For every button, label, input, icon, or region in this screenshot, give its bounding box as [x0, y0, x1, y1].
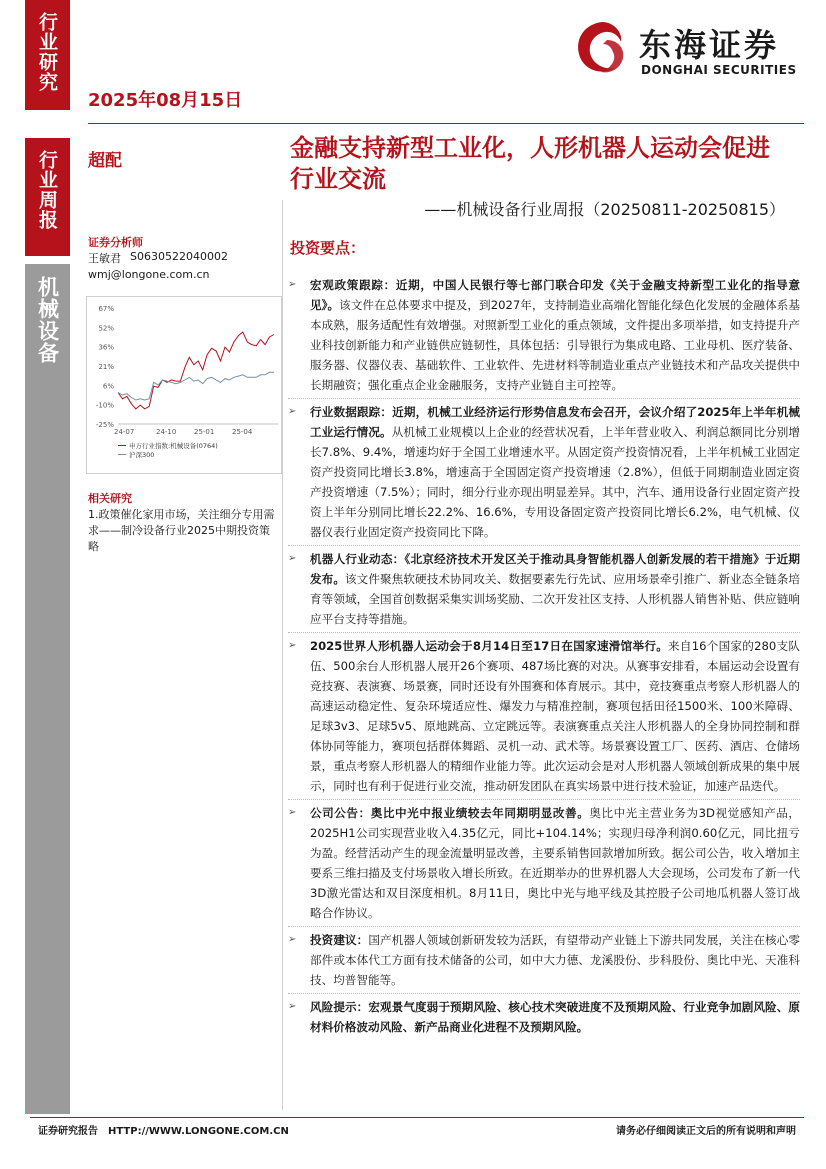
- header-divider: [88, 123, 804, 124]
- bullet-lead: 公司公告：奥比中光中报业绩较去年同期明显改善。: [310, 806, 590, 820]
- series-line-1: [118, 372, 274, 400]
- report-title: 金融支持新型工业化，人形机器人运动会促进行业交流: [290, 134, 770, 193]
- bullet-investment-advice: [288, 930, 800, 990]
- column-divider: [282, 200, 283, 1110]
- arrow-bullet-icon: ➢: [288, 279, 297, 290]
- y-tick-label: 52%: [98, 324, 114, 333]
- industry-tab: [25, 264, 70, 1114]
- bullet-lead: 宏观政策跟踪：近期，中国人民银行等七部门联合印发《关于金融支持新型工业化的指导意见》。: [310, 278, 800, 312]
- analyst-name: 王敏君: [88, 252, 121, 265]
- arrow-bullet-icon: ➢: [288, 934, 297, 945]
- report-type-tab-label: 行业周报: [36, 150, 58, 230]
- y-tick-label: 21%: [98, 363, 114, 371]
- x-tick-label: 25-04: [232, 428, 253, 436]
- y-tick-label: 67%: [98, 305, 114, 313]
- bullet-robot-news: [288, 549, 800, 629]
- footer-divider: [30, 1117, 804, 1118]
- legend-label-0: 申万行业指数:机械设备(0764): [129, 442, 218, 450]
- series-line-0: [118, 332, 274, 409]
- key-points-heading: 投资要点：: [290, 239, 366, 257]
- arrow-bullet-icon: ➢: [288, 406, 297, 417]
- performance-chart: [86, 300, 282, 472]
- company-logo: [567, 14, 807, 84]
- bullet-lead: 投资建议：: [310, 933, 369, 947]
- x-tick-label: 24-10: [156, 428, 177, 436]
- bullet-lead: 2025世界人形机器人运动会于8月14日至17日在国家速滑馆举行。: [310, 639, 669, 653]
- category-tab-label: 行业研究: [36, 12, 58, 92]
- bullet-body: 从机械工业规模以上企业的经营状况看，上半年营业收入、利润总额同比分别增长7.8%、9.4%，增速均好于全国工业增速水平。从固定资产投资情况看，上半年机械工业固定资产投资同比增长3.8%，增速高于全国固定资产投资增速（2.8%），但低于同期制造业固定资产投资增速（7.5%）；同时，细分行业亦现出明显差异。其中，汽车、通用设备行业固定资产投资上半年分别同比增长22.2%、16.6%，专用设备固定资产投资同比增长6.2%，电气机械、仪器仪表行业固定资产投资同比下降。: [310, 425, 800, 539]
- industry-rating: 超配: [88, 151, 122, 171]
- arrow-bullet-icon: ➢: [288, 640, 297, 651]
- bullet-lead: 行业数据跟踪：近期，机械工业经济运行形势信息发布会召开，会议介绍了2025年上半年机械工业运行情况。: [310, 405, 800, 439]
- footer-disclaimer: 请务必仔细阅读正文后的所有说明和声明: [616, 1126, 796, 1137]
- bullet-lead: 机器人行业动态：《北京经济技术开发区关于推动具身智能机器人创新发展的若干措施》于近期发布。: [310, 552, 800, 586]
- analyst-heading: 证券分析师: [88, 236, 143, 249]
- analyst-certificate: S0630522040002: [130, 250, 228, 263]
- bullet-body: 该文件在总体要求中提及，到2027年，支持制造业高端化智能化绿色化发展的金融体系基本成熟，服务适配性有效增强。对照新型工业化的重点领域，文件提出多项举措，如支持提升产业科技创新能力和产业链供应链韧性，具体包括：引导银行为集成电路、工业母机、医疗装备、服务器、仪器仪表、基础软件、工业软件、先进材料等制造业重点产业链技术和产品攻关提供中长期融资；强化重点企业金融服务，支持产业链自主可控等。: [310, 298, 800, 392]
- x-tick-label: 24-07: [114, 428, 135, 436]
- bullet-risk-warning: [288, 997, 800, 1037]
- y-tick-label: -25%: [95, 421, 114, 429]
- bullet-body: 来自16个国家的280支队伍、500余台人形机器人展开26个赛项、487场比赛的对决。从赛事安排看，本届运动会设置有竞技赛、表演赛、场景赛，同时还设有外围赛和体育展示。其中，竞技赛重点考察人形机器人的高速运动稳定性、复杂环境适应性、爆发力与精准控制，赛项包括田径1500米、100米障碍、足球3v3、足球5v5、原地跳高、立定跳远等。表演赛重点关注人形机器人的全身协同控制和群体协同等能力，赛项包括群体舞蹈、灵机一动、武术等。场景赛设置工厂、医药、酒店、仓储场景，重点考察人形机器人的精细作业能力等。此次运动会是对人形机器人领域创新成果的集中展示，同时也有利于促进行业交流，推动研发团队在真实场景中进行技术验证，加速产品迭代。: [310, 639, 800, 793]
- logo-english-name: DONGHAI SECURITIES: [641, 63, 797, 77]
- bullet-robot-games: [288, 636, 800, 796]
- arrow-bullet-icon: ➢: [288, 1001, 297, 1012]
- dragon-logo-icon: [567, 14, 637, 84]
- industry-tab-label: 机械设备: [35, 276, 60, 364]
- related-research-item: 1.政策催化家用市场，关注细分专用需求——制冷设备行业2025中期投资策略: [88, 508, 275, 553]
- bullet-body: 国产机器人领域创新研发较为活跃，有望带动产业链上下游共同发展，关注在核心零部件或本体代工方面有技术储备的公司，如中大力德、龙溪股份、步科股份、奥比中光、天准科技、均普智能等。: [310, 933, 800, 987]
- report-type-tab: [25, 138, 70, 256]
- bullet-company-announcement: [288, 803, 800, 923]
- report-date: 2025年08月15日: [88, 90, 243, 111]
- bullet-lead: 风险提示：宏观景气度弱于预期风险、核心技术突破进度不及预期风险、行业竞争加剧风险、原材料价格波动风险、新产品商业化进程不及预期风险。: [310, 1000, 800, 1034]
- y-tick-label: 6%: [102, 382, 114, 391]
- y-tick-label: -10%: [95, 401, 114, 410]
- footer-website: 证券研究报告 HTTP://WWW.LONGONE.COM.CN: [38, 1126, 289, 1137]
- related-research-heading: 相关研究: [88, 492, 132, 505]
- y-tick-label: 36%: [98, 343, 114, 352]
- report-subtitle: ——机械设备行业周报（20250811-20250815）: [424, 200, 785, 219]
- x-tick-label: 25-01: [194, 428, 215, 436]
- category-tab: [25, 0, 70, 110]
- key-points-list: [288, 275, 800, 1044]
- bullet-macro-policy: [288, 275, 800, 395]
- analyst-email: wmj@longone.com.cn: [88, 268, 210, 281]
- arrow-bullet-icon: ➢: [288, 807, 297, 818]
- logo-chinese-name: 东海证券: [639, 26, 780, 64]
- arrow-bullet-icon: ➢: [288, 553, 297, 564]
- bullet-body: 奥比中光主营业务为3D视觉感知产品，2025H1公司实现营业收入4.35亿元，同比+104.14%；实现归母净利润0.60亿元，同比扭亏为盈。经营活动产生的现金流量明显改善，主要系销售回款增加所致。据公司公告，收入增加主要系三维扫描及支付场景收入增长所致。在近期举办的世界机器人大会现场，公司发布了新一代3D激光雷达和双目深度相机。8月11日，奥比中光与地平线及其控股子公司地瓜机器人签订战略合作协议。: [310, 806, 800, 920]
- bullet-body: 该文件聚焦软硬技术协同攻关、数据要素先行先试、应用场景牵引推广、新业态全链条培育等领域，全国首创数据采集实训场奖励、二次开发社区支持、人形机器人销售补贴、供应链响应平台支持等措施。: [310, 572, 800, 626]
- bullet-industry-data: [288, 402, 800, 542]
- legend-label-1: 沪深300: [129, 451, 155, 459]
